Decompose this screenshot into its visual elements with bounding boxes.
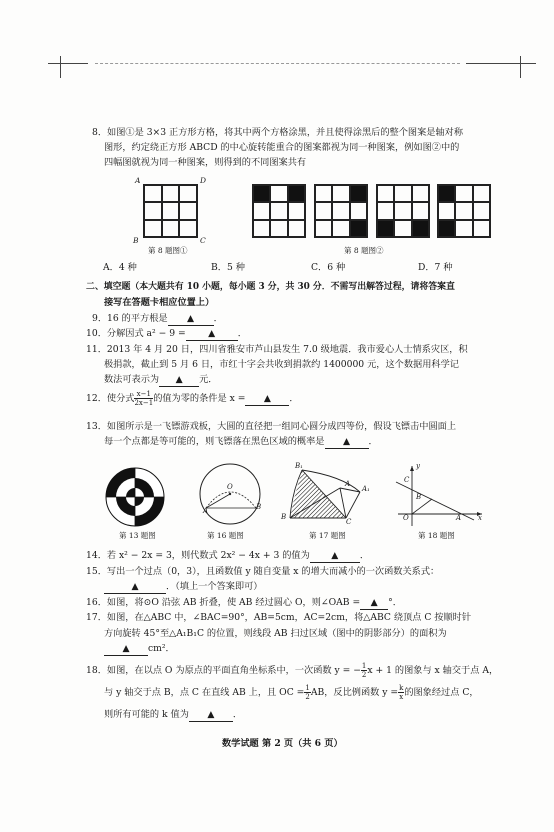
fig2-caption: 第 8 题图② — [344, 246, 384, 255]
fig16-label-B: B — [256, 503, 262, 511]
section2-heading-cont: 接写在答题卡相应位置上） — [104, 297, 215, 308]
fig17-label-B1: B₁ — [295, 462, 303, 470]
q15-line2: ▲ ．（填上一个答案即可） — [104, 580, 262, 594]
section2-heading: 二、填空题（本大题共有 10 小题，每小题 3 分，共 30 分．不需写出解答过程，请将答案直 — [86, 282, 455, 292]
q8-grid-fig2a — [252, 184, 306, 238]
fig13-caption: 第 13 题图 — [119, 531, 156, 540]
fig18-label-B: B — [416, 493, 422, 501]
fig17-caption: 第 17 题图 — [309, 531, 346, 540]
q11-line3: 数法可表示为 ▲ 元． — [104, 374, 218, 385]
label-A: A — [135, 176, 141, 185]
fig17-label-B: B — [281, 513, 287, 521]
fig18-label-O: O — [403, 514, 409, 522]
fig16-label-A: A — [203, 507, 209, 515]
answer-blank[interactable]: ▲ — [104, 642, 148, 656]
q8-option-c: C．6 种 — [311, 262, 346, 273]
q8-line3: 四幅图就视为同一种图案，则得到的不同图案共有 — [104, 157, 307, 168]
q11-line1: 11．2013 年 4 月 20 日，四川省雅安市芦山县发生 7.0 级地震．我市爱心人士情系灾区，积 — [86, 344, 468, 355]
answer-blank[interactable]: ▲ — [189, 708, 233, 722]
label-D: D — [200, 176, 207, 185]
q18-fraction-k: $\frac{k}{x}$ — [399, 684, 404, 701]
q18-line3: 则所有可能的 k 值为 ▲ ． — [104, 709, 243, 720]
fig18-label-C: C — [404, 476, 410, 484]
q18-line2: 与 y 轴交于点 B，点 C 在直线 AB 上，且 OC = $\frac{1}{2}$ AB，反比例函数 y = $\frac{k}{x}$ 的图象经过点 C， — [104, 684, 479, 701]
q11-line2: 极捐款，截止到 5 月 6 日，市红十字会共收到捐款约 1400000 元，这个数据用科学记 — [104, 359, 459, 370]
fig18-label-y: y — [416, 462, 420, 470]
q14-text: 14．若 x² − 2x = 3，则代数式 2x² − 4x + 3 的值为 ▲ ． — [86, 550, 369, 561]
q12-fraction: $\frac{x-1}{2x-1}$ — [134, 390, 154, 407]
q13-line1: 13．如图所示是一飞镖游戏板，大圆的直径把一组同心圆分成四等份，假设飞镖击中圆面上 — [86, 421, 457, 432]
page-footer: 数学试题 第 2 页（共 6 页） — [222, 738, 343, 749]
q13-line2: 每一个点都是等可能的，则飞镖落在黑色区域的概率是 ▲ ． — [104, 436, 378, 447]
answer-blank[interactable]: ▲ — [186, 327, 238, 341]
q8-option-a: A．4 种 — [103, 262, 137, 273]
crop-line-left — [48, 63, 88, 64]
q8-grid-fig2c — [376, 184, 430, 238]
answer-blank[interactable]: ▲ — [159, 373, 199, 387]
dartboard-figure — [104, 466, 166, 528]
fig18-label-x: x — [478, 514, 482, 522]
fig1-caption: 第 8 题图① — [148, 246, 188, 255]
fig16-label-O: O — [227, 483, 233, 491]
q8-option-b: B．5 种 — [211, 262, 245, 273]
fig17-label-A1: A₁ — [362, 485, 370, 493]
q18-fraction-oc: $\frac{1}{2}$ — [305, 684, 310, 701]
q8-line2: 图形，约定绕正方形 ABCD 的中心旋转能重合的图案都视为同一种图案，例如图②中的 — [104, 142, 460, 153]
answer-blank[interactable]: ▲ — [310, 549, 360, 563]
answer-blank[interactable]: ▲ — [325, 435, 369, 449]
q12-text: 12．使分式 $\frac{x-1}{2x-1}$ 的值为零的条件是 x = ▲ ． — [86, 390, 299, 407]
fig18-caption: 第 18 题图 — [418, 531, 455, 540]
crop-mark-left — [60, 56, 61, 78]
q17-line3: ▲ cm²． — [104, 642, 175, 656]
circle-fold-figure — [192, 458, 272, 528]
answer-blank[interactable]: ▲ — [168, 312, 214, 326]
label-B: B — [133, 236, 139, 245]
q8-grid-fig2b — [314, 184, 368, 238]
q8-grid-fig1 — [143, 184, 198, 238]
crop-mark-right — [520, 56, 521, 78]
top-dashed-rule — [95, 63, 460, 64]
q15-line1: 15．写出一个过点（0，3），且函数值 y 随自变量 x 的增大而减小的一次函数关系式： — [86, 566, 440, 577]
crop-line-right — [466, 63, 536, 64]
fig17-label-C: C — [346, 518, 352, 526]
q17-line2: 方向旋转 45°至△A₁B₁C 的位置，则线段 AB 扫过区域（图中的阴影部分）的面积为 — [104, 628, 447, 639]
q18-line1: 18．如图，在以点 O 为原点的平面直角坐标系中，一次函数 y = − $\frac{1}{2}$ x + 1 的图象与 x 轴交于点 A， — [86, 662, 499, 679]
q8-option-d: D．7 种 — [418, 262, 453, 273]
q18-fraction-half: $\frac{1}{2}$ — [361, 662, 367, 679]
answer-blank[interactable]: ▲ — [245, 392, 289, 406]
rotation-figure — [282, 462, 378, 528]
fig16-caption: 第 16 题图 — [207, 531, 244, 540]
fig18-label-A: A — [456, 514, 462, 522]
q8-grid-fig2d — [437, 184, 491, 238]
q16-text: 16．如图，将⊙O 沿弦 AB 折叠，使 AB 经过圆心 O，则∠OAB = ▲ °． — [86, 597, 402, 608]
q9-text: 9．16 的平方根是 ▲ ． — [92, 313, 223, 324]
fig17-label-A: A — [345, 480, 351, 488]
label-C: C — [200, 236, 206, 245]
q10-text: 10．分解因式 a² − 9 = ▲ ． — [86, 328, 247, 339]
answer-blank[interactable]: ▲ — [104, 580, 166, 594]
q8-line1: 8．如图①是 3×3 正方形方格，将其中两个方格涂黑，并且使得涂黑后的整个图案是轴对称 — [92, 127, 464, 138]
answer-blank[interactable]: ▲ — [360, 596, 388, 610]
q17-line1: 17．如图，在△ABC 中，∠BAC=90°，AB=5cm，AC=2cm，将△ABC 绕顶点 C 按顺时针 — [86, 612, 472, 623]
